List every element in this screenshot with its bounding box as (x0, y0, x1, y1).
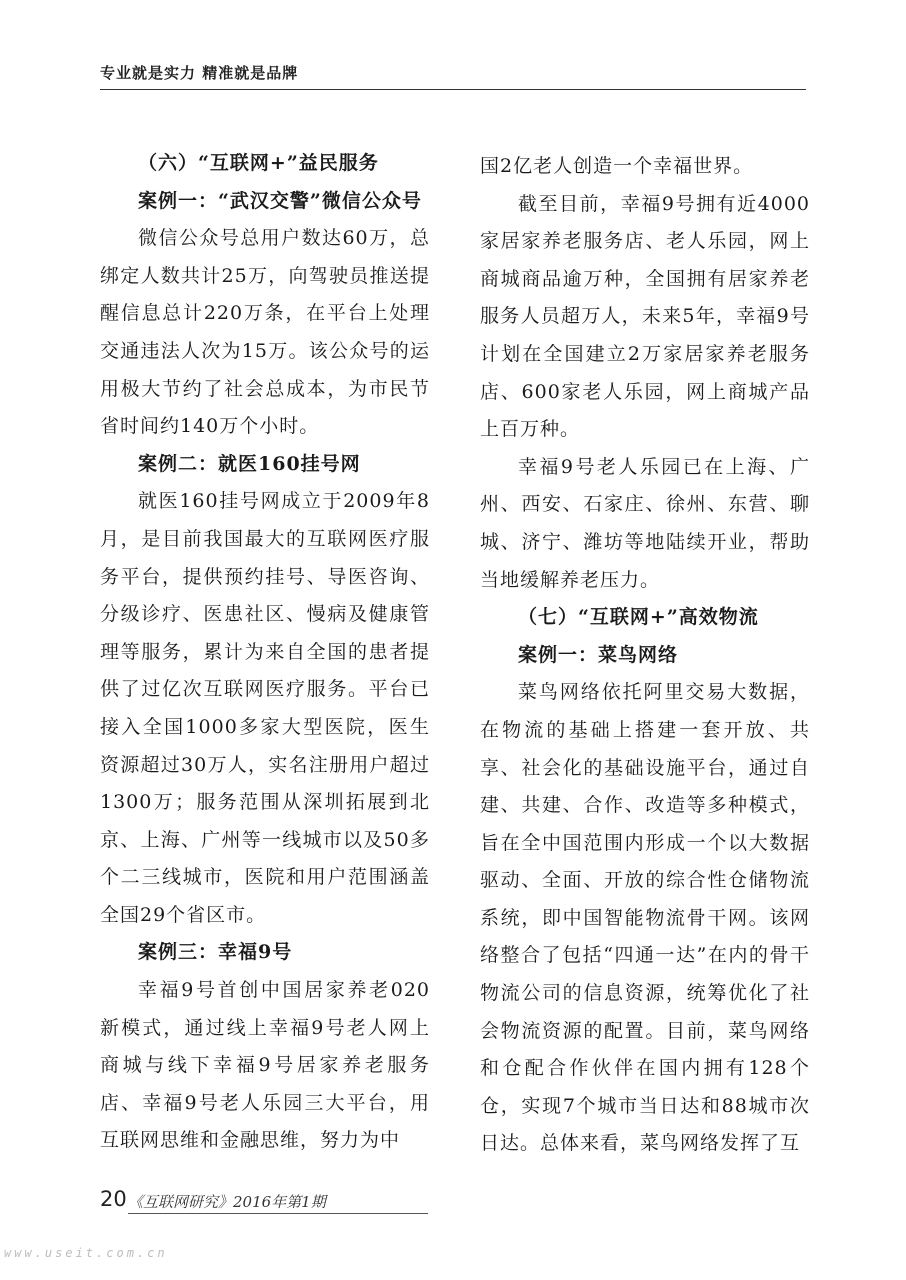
header-rule (100, 89, 806, 90)
section-heading: （七）“互联网+”高效物流 (518, 606, 759, 629)
footer-rule (128, 1213, 428, 1214)
header-slogan: 专业就是实力 精准就是品牌 (100, 64, 299, 82)
site-watermark: www.useit.com.cn (4, 1246, 168, 1260)
paragraph: 就医160挂号网成立于2009年8月，是目前我国最大的互联网医疗服务平台，提供预约挂号、导医咨询、分级诊疗、医患社区、慢病及健康管理等服务，累计为来自全国的患者提供了过亿次互联网医疗服务。平台已接入全国1000多家大型医院，医生资源超过30万人，实名注册用户超过1300万；服务范围从深圳拓展到北京、上海、广州等一线城市以及50多个二三线城市，医院和用户范围涵盖全国29个省区市。 (100, 490, 430, 926)
right-column (480, 148, 810, 1163)
page-number: 20 (100, 1187, 127, 1211)
case-heading: 案例一：菜鸟网络 (518, 643, 679, 666)
paragraph: 菜鸟网络依托阿里交易大数据，在物流的基础上搭建一套开放、共享、社会化的基础设施平台，通过自建、共建、合作、改造等多种模式，旨在全中国范围内形成一个以大数据驱动、全面、开放的综合性仓储物流系统，即中国智能物流骨干网。该网络整合了包括“四通一达”在内的骨干物流公司的信息资源，统筹优化了社会物流资源的配置。目前，菜鸟网络和仓配合作伙伴在国内拥有128个仓，实现7个城市当日达和88城市次日达。总体来看，菜鸟网络发挥了互 (480, 681, 810, 1155)
paragraph: 截至目前，幸福9号拥有近4000家居家养老服务店、老人乐园，网上商城商品逾万种，全国拥有居家养老服务人员超万人，未来5年，幸福9号计划在全国建立2万家居家养老服务店、600家老人乐园，网上商城产品上百万种。 (480, 192, 810, 441)
paragraph: 幸福9号首创中国居家养老020新模式，通过线上幸福9号老人网上商城与线下幸福9号居家养老服务店、幸福9号老人乐园三大平台，用互联网思维和金融思维，努力为中 (100, 979, 430, 1152)
case-heading: 案例三：幸福9号 (138, 941, 293, 964)
running-header (100, 62, 806, 92)
left-column (100, 145, 430, 1160)
case-heading: 案例二：就医160挂号网 (138, 452, 361, 475)
paragraph: 微信公众号总用户数达60万，总绑定人数共计25万，向驾驶员推送提醒信息总计220万条，在平台上处理交通违法人次为15万。该公众号的运用极大节约了社会总成本，为市民节省时间约140万个小时。 (100, 227, 430, 438)
journal-title: 《互联网研究》2016年第1期 (128, 1193, 326, 1211)
case-heading: 案例一：“武汉交警”微信公众号 (138, 189, 422, 212)
paragraph-continued: 国2亿老人创造一个幸福世界。 (480, 155, 754, 177)
paragraph: 幸福9号老人乐园已在上海、广州、西安、石家庄、徐州、东营、聊城、济宁、潍坊等地陆续开业，帮助当地缓解养老压力。 (480, 455, 810, 591)
section-heading: （六）“互联网+”益民服务 (138, 152, 379, 174)
